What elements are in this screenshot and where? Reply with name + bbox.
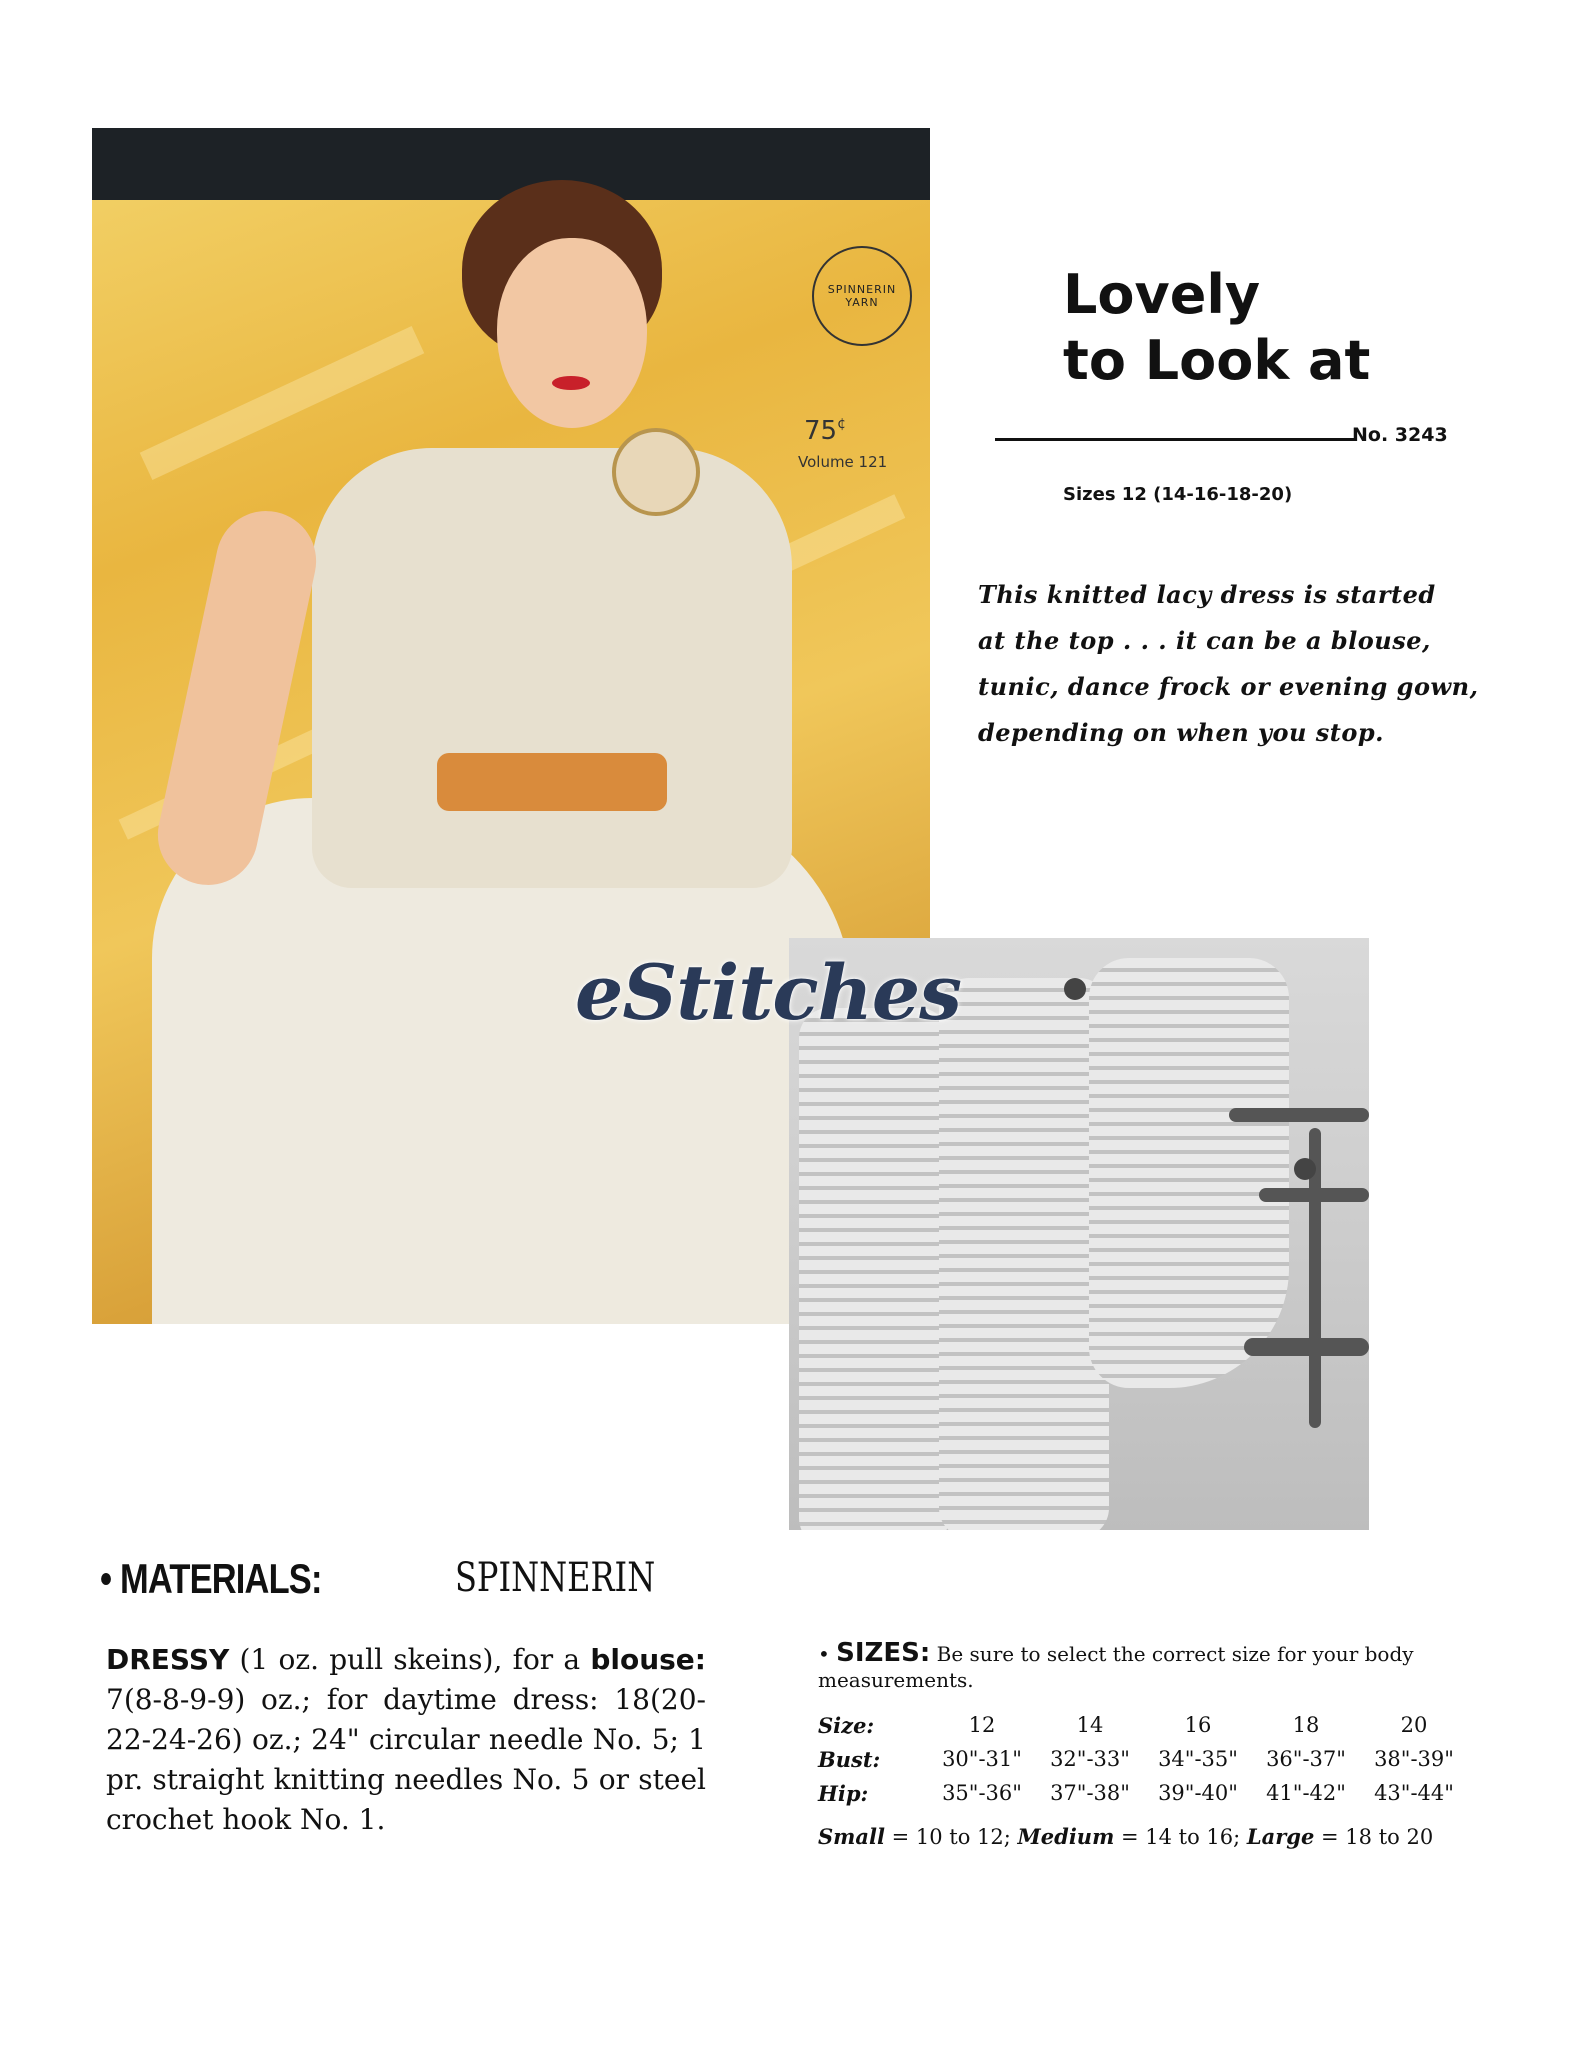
- logo-sub-text: YARN: [845, 296, 879, 309]
- shawl-fold: [939, 978, 1109, 1530]
- model-face: [497, 238, 647, 428]
- table-cell: 30"-31": [942, 1747, 1022, 1771]
- pattern-description: [978, 572, 1538, 756]
- pattern-number: No. 3243: [1352, 424, 1448, 446]
- table-cell: 38"-39": [1374, 1747, 1454, 1771]
- table-cell: 18: [1292, 1713, 1320, 1737]
- background-streak: [140, 326, 425, 480]
- model-belt: [437, 753, 667, 811]
- table-cell: 39"-40": [1158, 1781, 1238, 1805]
- compact-mirror: [612, 428, 700, 516]
- table-cell: 34"-35": [1158, 1747, 1238, 1771]
- table-cell: 32"-33": [1050, 1747, 1130, 1771]
- table-cell: 43"-44": [1374, 1781, 1454, 1805]
- table-cell: 20: [1400, 1713, 1428, 1737]
- large-label: Large: [1246, 1824, 1315, 1849]
- model-blouse: [312, 448, 792, 888]
- materials-heading: • MATERIALS:: [100, 1555, 322, 1602]
- small-label: Small: [818, 1824, 885, 1849]
- pattern-title: [1063, 262, 1370, 394]
- bed-knob: [1294, 1158, 1316, 1180]
- title-rule: [995, 438, 1355, 441]
- title-line-2: to Look at: [1063, 329, 1371, 392]
- description-line: tunic, dance frock or evening gown,: [978, 672, 1479, 701]
- model-lips: [552, 376, 590, 390]
- materials-brand: SPINNERIN: [455, 1555, 656, 1601]
- price-value: 75: [804, 416, 838, 446]
- blouse-label: blouse:: [590, 1643, 706, 1676]
- table-row: [818, 1776, 1468, 1810]
- small-range: = 10 to 12;: [884, 1825, 1018, 1849]
- spinnerin-logo: [812, 246, 912, 346]
- shawl-fold: [1089, 958, 1289, 1388]
- table-cell: 12: [968, 1713, 996, 1737]
- table-cell: 37"-38": [1050, 1781, 1130, 1805]
- sizes-heading: • SIZES: Be sure to select the correct size for your body measurements.: [818, 1638, 1414, 1692]
- bed-knob: [1064, 978, 1086, 1000]
- table-row: [818, 1742, 1468, 1776]
- size-ranges: [818, 1824, 1433, 1849]
- logo-brand-text: SPINNERIN: [827, 283, 897, 296]
- sizes-intro: Be sure to select the correct size for your body measurements.: [818, 1642, 1414, 1692]
- materials-text-1: (1 oz. pull skeins), for a: [229, 1643, 591, 1676]
- materials-heading-text: MATERIALS:: [119, 1555, 322, 1602]
- table-cell: 16: [1184, 1713, 1212, 1737]
- yarn-name: DRESSY: [106, 1643, 230, 1676]
- sizes-table: [818, 1708, 1468, 1810]
- sizes-line: Sizes 12 (14-16-18-20): [1063, 484, 1293, 505]
- medium-label: Medium: [1017, 1824, 1115, 1849]
- title-line-1: Lovely: [1063, 263, 1261, 326]
- description-line: This knitted lacy dress is started: [978, 580, 1436, 609]
- description-line: at the top . . . it can be a blouse,: [978, 626, 1431, 655]
- materials-text-2: 7(8-8-9-9) oz.; for daytime dress: 18(20-22-24-26) oz.; 24" circular needle No. 5; 1 pr. straight knitting needles No. 5 or steel crochet hook No. 1.: [106, 1683, 706, 1836]
- medium-range: = 14 to 16;: [1114, 1825, 1247, 1849]
- cover-price: [804, 416, 846, 446]
- table-cell: 35"-36": [942, 1781, 1022, 1805]
- materials-text: [106, 1640, 706, 1840]
- cover-top-band: [92, 128, 930, 200]
- row-label: Size:: [818, 1712, 875, 1738]
- shawl-fold: [799, 1008, 949, 1530]
- price-unit: ¢: [837, 416, 847, 432]
- table-cell: 41"-42": [1266, 1781, 1346, 1805]
- sizes-heading-text: SIZES:: [836, 1638, 931, 1668]
- row-label: Bust:: [818, 1746, 881, 1772]
- cover-volume: Volume 121: [798, 453, 888, 471]
- row-label: Hip:: [818, 1780, 869, 1806]
- table-row: [818, 1708, 1468, 1742]
- large-range: = 18 to 20: [1314, 1825, 1434, 1849]
- bed-rail: [1244, 1338, 1369, 1356]
- estitches-watermark: eStitches: [575, 948, 961, 1037]
- description-line: depending on when you stop.: [978, 718, 1385, 747]
- table-cell: 14: [1076, 1713, 1104, 1737]
- table-cell: 36"-37": [1266, 1747, 1346, 1771]
- bed-rail: [1229, 1108, 1369, 1122]
